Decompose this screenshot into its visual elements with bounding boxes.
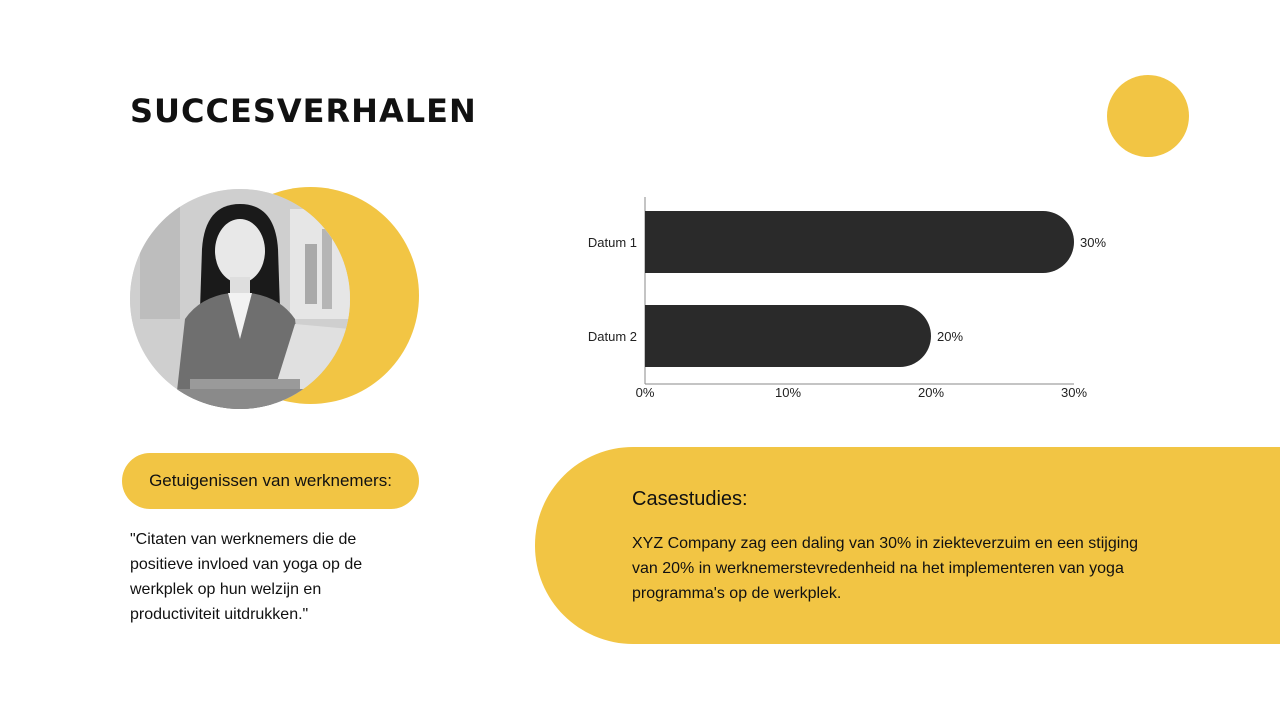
category-label: Datum 2 — [587, 329, 637, 344]
portrait-icon — [130, 189, 350, 409]
testimonials-label — [122, 453, 419, 509]
case-study-title: Casestudies: — [632, 488, 748, 510]
employee-photo — [130, 189, 350, 409]
data-label: 20% — [937, 329, 964, 344]
x-tick-label: 20% — [917, 385, 945, 400]
x-tick-label: 30% — [1060, 385, 1088, 400]
bar — [645, 211, 1074, 273]
bar — [645, 305, 931, 367]
case-study-text: XYZ Company zag een daling van 30% in ziekteverzuim en een stijging van 20% in werknemerstevredenheid na het implementeren van yoga programma's op de werkplek. — [632, 535, 1139, 602]
employee-quote: "Citaten van werknemers die de positieve invloed van yoga op de werkplek op hun welzijn en productiviteit uitdrukken." — [130, 531, 363, 623]
slide-title: SUCCESVERHALEN — [130, 92, 477, 130]
x-tick-label: 0% — [635, 385, 655, 400]
category-label: Datum 1 — [587, 235, 637, 250]
testimonials-label-text: Getuigenissen van werknemers: — [149, 471, 392, 490]
decorative-yellow-dot — [1107, 75, 1189, 157]
bar-chart — [560, 185, 1140, 410]
data-label: 30% — [1080, 235, 1107, 250]
x-tick-label: 10% — [774, 385, 802, 400]
